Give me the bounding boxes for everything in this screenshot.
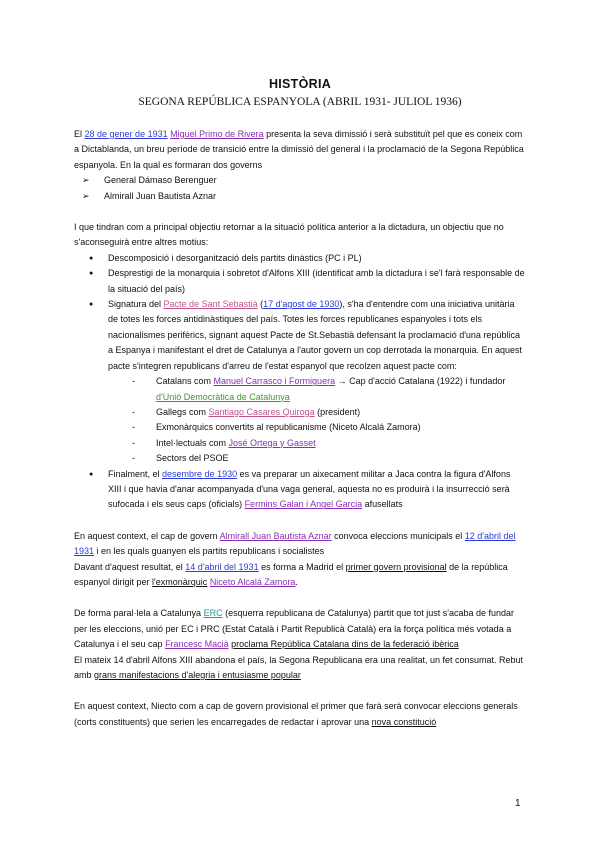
link-casares-quiroga[interactable]: Santiago Casares Quiroga bbox=[208, 406, 315, 417]
list-item: ● Desprestigi de la monarquia i sobretot d'Alfons XIII (identificat amb la dictadura i se'l farà responsable de la situació del país) bbox=[74, 266, 526, 297]
link-14-abril[interactable]: 14 d'abril del 1931 bbox=[185, 561, 259, 572]
paragraph-govern-provisional: Davant d'aquest resultat, el 14 d'abril del 1931 es forma a Madrid el primer govern provisional de la república espanyol dirigit per l'exmonàrquic Niceto Alcalá Zamora. bbox=[74, 561, 508, 587]
link-carrasco-formiguera[interactable]: Manuel Carrasco i Formiguera bbox=[213, 376, 336, 387]
document-body bbox=[74, 127, 526, 730]
governs-list bbox=[74, 173, 526, 204]
signants-list bbox=[74, 374, 526, 466]
link-ortega-gasset[interactable]: José Ortega y Gasset bbox=[228, 437, 316, 448]
list-item: ➢ Almirall Juan Bautista Aznar bbox=[74, 189, 526, 204]
link-12-abril[interactable]: 12 d'abril del 1931 bbox=[74, 530, 516, 557]
paragraph-alfons-xiii: El mateix 14 d'abril Alfons XIII abandona el país, la Segona Republicana era una realitat, un fet consumat. Rebut amb grans manifestacions d'alegria i entusiasme popular bbox=[74, 654, 524, 680]
link-galan-garcia[interactable]: Fermins Galan i Angel Garcia bbox=[244, 499, 363, 510]
list-item: - Catalans com Manuel Carrasco i Formiguera → Cap d'acció Catalana (1922) i fundador d'Unió Democràtica de Catalunya bbox=[74, 374, 526, 405]
link-date-1930[interactable]: 17 d'agost de 1930 bbox=[263, 299, 340, 310]
paragraph-intro: El 28 de gener de 1931 Miguel Primo de Rivera presenta la seva dimissió i serà substituït pel que es coneix com a Dictablanda, un breu període de transició entre la dimissió del general i la proclamació de la Segona República espanyola. En la qual es formaran dos governs bbox=[74, 129, 524, 170]
paragraph-catalunya: De forma paral·lela a Catalunya ERC (esquerra republicana de Catalunya) partit que tot just s'acaba de fundar per les eleccions, unió per EC i PRC (Estat Català i Partit Republicà Català) era la força política més votada a Catalunya i el seu cap Francesc Macià proclama República Catalana dins de la federació ibèrica bbox=[74, 608, 514, 650]
list-item: ➢ General Dámaso Berenguer bbox=[74, 173, 526, 188]
list-item: ● Descomposició i desorganització dels partits dinàstics (PC i PL) bbox=[74, 251, 526, 266]
list-item: - Intel·lectuals com José Ortega y Gasset bbox=[74, 436, 526, 451]
link-desembre-1930[interactable]: desembre de 1930 bbox=[162, 468, 238, 479]
page-subtitle: SEGONA REPÚBLICA ESPANYOLA (ABRIL 1931- JULIOL 1936) bbox=[138, 96, 462, 108]
list-item: - Gallegs com Santiago Casares Quiroga (president) bbox=[74, 405, 526, 420]
page-number: 1 bbox=[515, 798, 521, 809]
list-item: - Sectors del PSOE bbox=[74, 451, 526, 466]
paragraph-objective: I que tindran com a principal objectiu retornar a la situació política anterior a la dictadura, un objectiu que no s'aconseguirà entre altres motius: bbox=[74, 222, 504, 248]
link-primo-de-rivera[interactable]: Miguel Primo de Rivera bbox=[170, 129, 264, 139]
link-francesc-macia[interactable]: Francesc Macià bbox=[165, 639, 229, 650]
motius-list-cont bbox=[74, 467, 526, 513]
link-alcala-zamora[interactable]: Niceto Alcalá Zamora bbox=[209, 576, 296, 587]
list-item: - Exmonàrquics convertits al republicanisme (Niceto Alcalá Zamora) bbox=[74, 420, 526, 435]
link-pacte-sant-sebastia[interactable]: Pacte de Sant Sebastià bbox=[163, 299, 258, 310]
link-unio-democratica[interactable]: d'Unió Democràtica de Catalunya bbox=[156, 391, 290, 402]
paragraph-constitucio: En aquest context, Niecto com a cap de govern provisional el primer que farà serà convocar eleccions generals (corts constituents) que serien les encarregades de redactar i aprovar una nova constitució bbox=[74, 701, 518, 727]
list-item: ● Finalment, el desembre de 1930 es va preparar un aixecament militar a Jaca contra la figura d'Alfons XIII i que havia d'anar acompanyada d'una vaga general, aquesta no es produirà i la insurrecció serà sufocada i els seus caps (oficials) Fermins Galan i Angel Garcia afusellats bbox=[74, 467, 526, 513]
link-aznar[interactable]: Almirall Juan Bautista Aznar bbox=[219, 530, 332, 541]
link-date-1931[interactable]: 28 de gener de 1931 bbox=[84, 129, 168, 139]
link-erc[interactable]: ERC bbox=[203, 608, 223, 619]
paragraph-eleccions: En aquest context, el cap de govern Almirall Juan Bautista Aznar convoca eleccions municipals el 12 d'abril del 1931 i en les quals guanyen els partits republicans i socialistes bbox=[74, 530, 516, 557]
motius-list bbox=[74, 251, 526, 374]
page-title: HISTÒRIA bbox=[268, 77, 332, 91]
list-item: ● Signatura del Pacte de Sant Sebastià (17 d'agost de 1930), s'ha d'entendre com una iniciativa unitària de totes les forces antidinàstiques del país. Totes les forces republicanes espanyoles i tots els nacionalismes perifèrics, signant aquest Pacte de St.Sebastià defensant la proclamació d'una república a Espanya i manifestant el dret de Catalunya a l'autor govern un cop derrotada la monarquia. En aquest pacte s'integren republicans d'arreu de l'estat espanyol que recolzen aquest pacte com: bbox=[74, 297, 526, 374]
